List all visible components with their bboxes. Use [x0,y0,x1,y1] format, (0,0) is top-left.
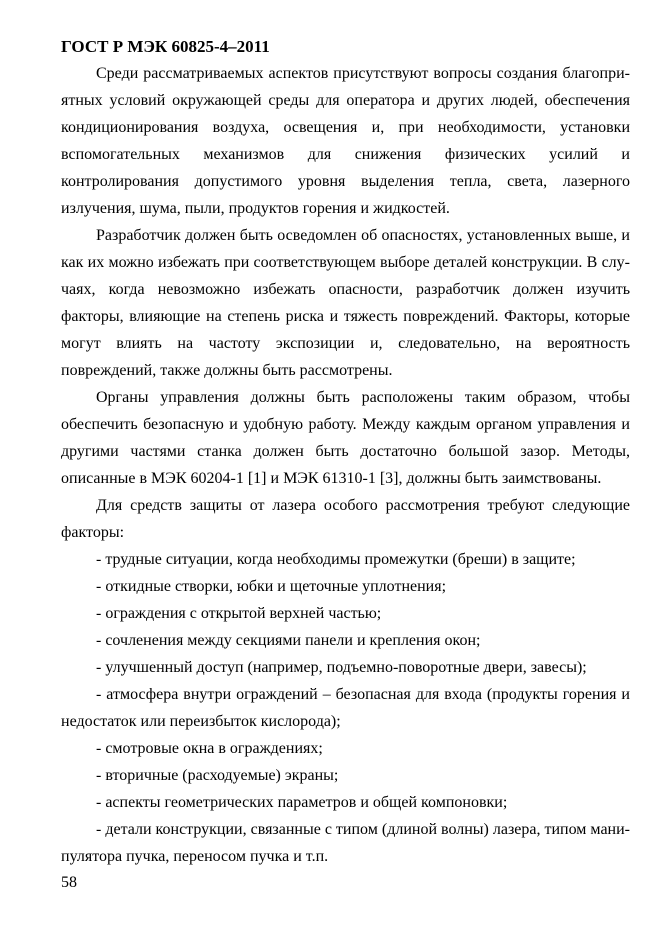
list-item-viewing-windows: - смотровые окна в ограждениях; [96,740,323,757]
list-item-design-details: - детали конструкции, связанные с типом (длиной волны) лазера, типом манипулятора пучка, переносом пучка и т.п. [61,821,630,865]
paragraph-designer-hazards: Разработчик должен быть осведомлен об опасностях, установленных выше, и как их можно избежать при соответствующем выборе деталей конструкции. В случаях, когда невозможно избежать опасности, разработчик должен изучить факторы, влияющие на степень риска и тяжесть повреждений. Факторы, которые могут влиять на частоту экспозиции и, следовательно, на вероятность повреждений, также должны быть рассмотрены. [61,227,630,379]
list-item-improved-access: - улучшенный доступ (например, подъемно-поворотные двери, завесы); [96,659,587,676]
document-content [61,33,630,870]
list-item-panel-joints-windows: - сочленения между секциями панели и крепления окон; [96,632,481,649]
list-item-open-top-guards: - ограждения с открытой верхней частью; [96,605,382,622]
list-item-secondary-screens: - вторичные (расходуемые) экраны; [96,767,339,784]
document-header: ГОСТ Р МЭК 60825-4–2011 [61,37,270,56]
list-item-geometry-layout: - аспекты геометрических параметров и общей компоновки; [96,794,508,811]
list-item-atmosphere-inside-guards: - атмосфера внутри ограждений – безопасная для входа (продукты горения и недостаток или переизбыток кислорода); [61,686,630,730]
page-number: 58 [61,874,77,891]
paragraph-laser-guards-intro: Для средств защиты от лазера особого рассмотрения требуют следующие факторы: [61,497,630,541]
paragraph-environment-aspects: Среди рассматриваемых аспектов присутствуют вопросы создания благоприятных условий окружающей среды для оператора и других людей, обеспечения кондиционирования воздуха, освещения и, при необходимости, установки вспомогательных механизмов для снижения физических усилий и контролирования допустимого уровня выделения тепла, света, лазерного излучения, шума, пыли, продуктов горения и жидкостей. [61,65,630,217]
paragraph-controls-placement: Органы управления должны быть расположены таким образом, чтобы обеспечить безопасную и удобную работу. Между каждым органом управления и другими частями станка должен быть достаточно большой зазор. Методы, описанные в МЭК 60204-1 [1] и МЭК 61310-1 [3], должны быть заимствованы. [61,389,630,487]
list-item-flaps-skirts-seals: - откидные створки, юбки и щеточные уплотнения; [96,578,447,595]
list-item-difficult-situations: - трудные ситуации, когда необходимы промежутки (бреши) в защите; [96,551,576,568]
